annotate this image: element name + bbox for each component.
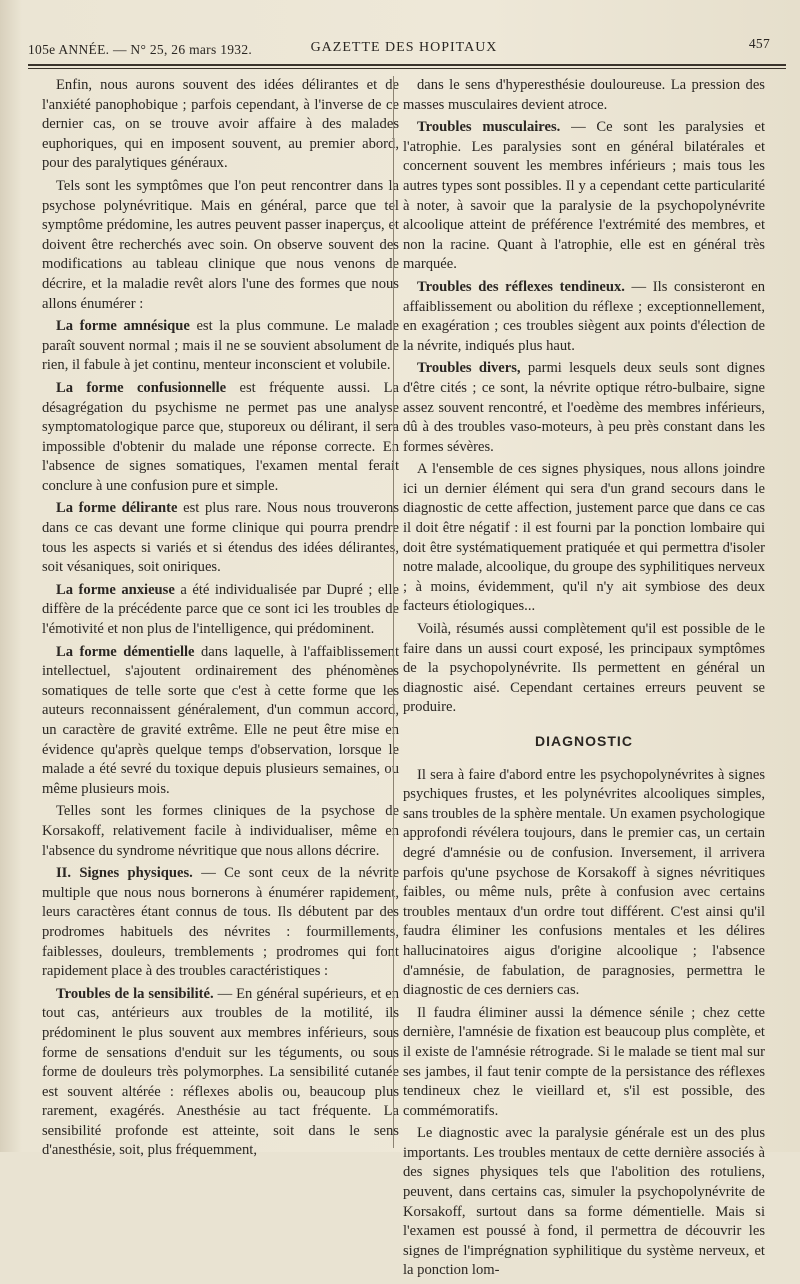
- section-heading: DIAGNOSTIC: [535, 733, 633, 749]
- paragraph: [403, 460, 765, 617]
- page-header: [28, 36, 780, 62]
- paragraph-text: — Ils consisteront en affaiblissement ou abolition du réflexe ; exceptionnellement, en exagération ; ces troubles siègent aux points d'élection de la névrite, indiqués plus haut.: [403, 278, 765, 354]
- paragraph: [403, 118, 765, 275]
- paragraph: [403, 359, 765, 457]
- paragraph: [42, 177, 399, 314]
- paragraph: [403, 1124, 765, 1281]
- paragraph-text: Il sera à faire d'abord entre les psychopolynévrites à signes psychiques frustes, et les polynévrites alcooliques simples, sans troubles de la sphère mentale. Un examen psychologique approfondi révélera toujours, dans le premier cas, un certain degré d'amnésie ou de confusion. Inversement, il arrivera parfois qu'une psychose de Korsakoff à signes névritiques faibles, ou même nuls, prête à confusion avec certains troubles mentaux d'un ordre tout différent. C'est ainsi qu'il faudra éliminer les confusions mentales et les délires hallucinatoires aigus d'origine alcoolique ; l'absence d'amnésie, de fabulation, de paragnosies, permettra le diagnostic de ces derniers cas.: [403, 766, 765, 999]
- paragraph-text: dans laquelle, à l'affaiblissement intellectuel, s'ajoutent ordinairement des phénomènes somatiques de telle sorte que c'est à cette forme que les auteurs reconnaissent généralement, d'un commun accord, un caractère de gravité extrême. Elle ne peut être mise en évidence qu'après quelque temps d'observation, lorsque le malade a été sevré du toxique depuis plusieurs semaines, ou même plusieurs mois.: [42, 643, 400, 797]
- paragraph-text: Telles sont les formes cliniques de la psychose de Korsakoff, relativement facile à individualiser, même en l'absence du syndrome névritique que nous allons décrire.: [42, 803, 399, 859]
- paragraph-lead: Troubles de la sensibilité.: [56, 985, 214, 1002]
- paragraph-text: est plus rare. Nous nous trouverons dans ce cas devant une forme clinique qui pourra prendre tous les aspects si variés et si étendus des idées délirantes, soit vésaniques, soit oniriques.: [42, 500, 399, 576]
- paragraph: [403, 278, 765, 356]
- paragraph-lead: Troubles des réflexes tendineux.: [417, 278, 625, 295]
- paragraph-text: Il faudra éliminer aussi la démence sénile ; chez cette dernière, l'amnésie de fixation est beaucoup plus complète, et il existe de l'amnésie rétrograde. Si le malade se tient mal sur ses jambes, il faut tenir compte de la persistance des réflexes tendineux chez le vieillard et, s'il est possible, des commémoratifs.: [403, 1004, 765, 1119]
- paragraph-lead: II. Signes physiques.: [56, 865, 193, 882]
- paragraph: [42, 499, 399, 577]
- paragraph-lead: La forme confusionnelle: [56, 379, 227, 396]
- paragraph: [42, 379, 399, 497]
- paragraph: [42, 76, 399, 174]
- paragraph-text: Tels sont les symptômes que l'on peut rencontrer dans la psychose polynévritique. Mais en général, parce que tel symptôme prédomine, les autres peuvent passer inaperçus, et doivent être recherchés avec soin. On observe souvent des modifications au tableau clinique que nous venons de décrire, et la maladie revêt alors l'une des formes que nous allons énumérer :: [42, 177, 399, 312]
- paragraph-text: A l'ensemble de ces signes physiques, nous allons joindre ici un dernier élément qui sera d'un grand secours dans le diagnostic de cette affection, justement parce que dans ce cas il doit être négatif : il est fourni par la ponction lombaire qui doit être systématiquement pratiquée et qui permettra d'isoler notre malade, alcoolique, du groupe des syphilitiques nerveux ; à moins, évidemment, qu'il n'y ait symbiose des deux facteurs étiologiques...: [403, 461, 765, 615]
- paragraph: [42, 985, 399, 1161]
- paragraph-lead: La forme démentielle: [56, 643, 195, 660]
- paragraph-text: Voilà, résumés aussi complètement qu'il est possible de le faire dans un aussi court exposé, les principaux symptômes de la psychopolynévrite. Ils permettent en général un diagnostic aisé. Cependant certaines erreurs peuvent se produire.: [403, 621, 765, 716]
- paragraph-lead: La forme délirante: [56, 500, 178, 517]
- paragraph-text: est la plus commune. Le malade paraît souvent normal ; mais il ne se souvient absolument de rien, il fabule à jet continu, menteur inconscient et volubile.: [42, 318, 400, 374]
- header-rule-thin: [28, 68, 786, 69]
- right-column-lower: [403, 766, 765, 1281]
- paragraph: [403, 1004, 765, 1122]
- issue-line: 105e ANNÉE. — N° 25, 26 mars 1932.: [28, 42, 253, 57]
- paragraph-text: parmi lesquels deux seuls sont dignes d'être cités ; ce sont, la névrite optique rétro-bulbaire, signe assez souvent rencontré, et l'oedème des membres inférieurs, dû à des troubles vaso-moteurs, à peu près constant dans les formes sévères.: [403, 360, 765, 455]
- paragraph-text: Enfin, nous aurons souvent des idées délirantes et de l'anxiété panophobique ; parfois cependant, à l'inverse de ce dernier cas, on se trouve avoir affaire à des malades euphoriques, qui en imposent souvent, au premier abord, pour des paralytiques généraux.: [42, 77, 399, 172]
- right-column: [403, 76, 765, 1284]
- paragraph-text: dans le sens d'hyperesthésie douloureuse. La pression des masses musculaires devient atroce.: [403, 77, 765, 113]
- paragraph: [42, 864, 399, 982]
- paragraph: [42, 581, 399, 640]
- paragraph: [403, 76, 765, 115]
- paragraph-text: Le diagnostic avec la paralysie générale est un des plus importants. Les troubles mentaux de cette dernière associés à des signes physiques tels que l'abolition des rotuliens, peuvent, dans certains cas, simuler la psychopolynévrite de Korsakoff, surtout dans sa forme démentielle. Mais si l'examen est poussé à fond, il permettra de découvrir les signes de l'imprégnation syphilitique du système nerveux, et la ponction lom-: [403, 1125, 765, 1279]
- paragraph-lead: La forme amnésique: [56, 318, 190, 335]
- paragraph-text: a été individualisée par Dupré ; elle diffère de la précédente parce que ce sont ici les troubles de l'émotivité et non plus de l'intelligence, qui prédominent.: [42, 581, 399, 638]
- column-divider: [393, 76, 394, 1148]
- header-rule: [28, 64, 786, 66]
- paragraph-lead: Troubles musculaires.: [417, 119, 561, 136]
- page-number: 457: [748, 36, 770, 51]
- paragraph: [403, 766, 765, 1001]
- paragraph: [42, 802, 399, 861]
- paragraph-text: est fréquente aussi. La désagrégation du psychisme ne permet pas une analyse symptomatologique parce que, stuporeux ou délirant, il sera impossible d'obtenir du malade une réponse correcte. En l'absence de signes somatiques, l'examen mental ferait conclure à une confusion pure et simple.: [42, 379, 399, 494]
- paragraph: [42, 317, 399, 376]
- paragraph: [42, 643, 399, 800]
- paragraph-lead: Troubles divers,: [417, 360, 521, 377]
- paragraph-text: — En général supérieurs, et en tout cas, antérieurs aux troubles de la motilité, ils prédominent le plus souvent aux membres inférieurs, sous forme de sensations d'enduit sur les téguments, ou sous forme de douleurs très polymorphes. La sensibilité cutanée est souvent altérée : réflexes abolis ou, beaucoup plus rarement, exagérés. Anesthésie au tact fréquente. La sensibilité profonde est atteinte, soit dans le sens d'anesthésie, soit, plus fréquemment,: [42, 985, 399, 1159]
- paragraph-text: — Ce sont ceux de la névrite multiple que nous nous bornerons à énumérer rapidement, leurs caractères étant connus de tous. Ils débutent par des prodromes habituels des névrites : fourmillements, faiblesses, douleurs, tremblements ; prodromes qui font rapidement place à des troubles caractéristiques :: [42, 865, 399, 980]
- left-column: [42, 76, 399, 1164]
- paragraph-text: — Ce sont les paralysies et l'atrophie. Les paralysies sont en général bilatérales et concernent souvent les membres inférieurs ; mais tous les autres types sont possibles. Il y a cependant cette particularité à noter, à savoir que la paralysie de la psychopolynévrite alcoolique atteint de préférence l'extrémité des membres, et non la racine. Quant à l'atrophie, elle est en général très marquée.: [403, 119, 765, 273]
- journal-title: GAZETTE DES HOPITAUX: [310, 40, 498, 55]
- paragraph-lead: La forme anxieuse: [56, 581, 175, 598]
- paragraph: [403, 620, 765, 718]
- right-column-upper: [403, 76, 765, 718]
